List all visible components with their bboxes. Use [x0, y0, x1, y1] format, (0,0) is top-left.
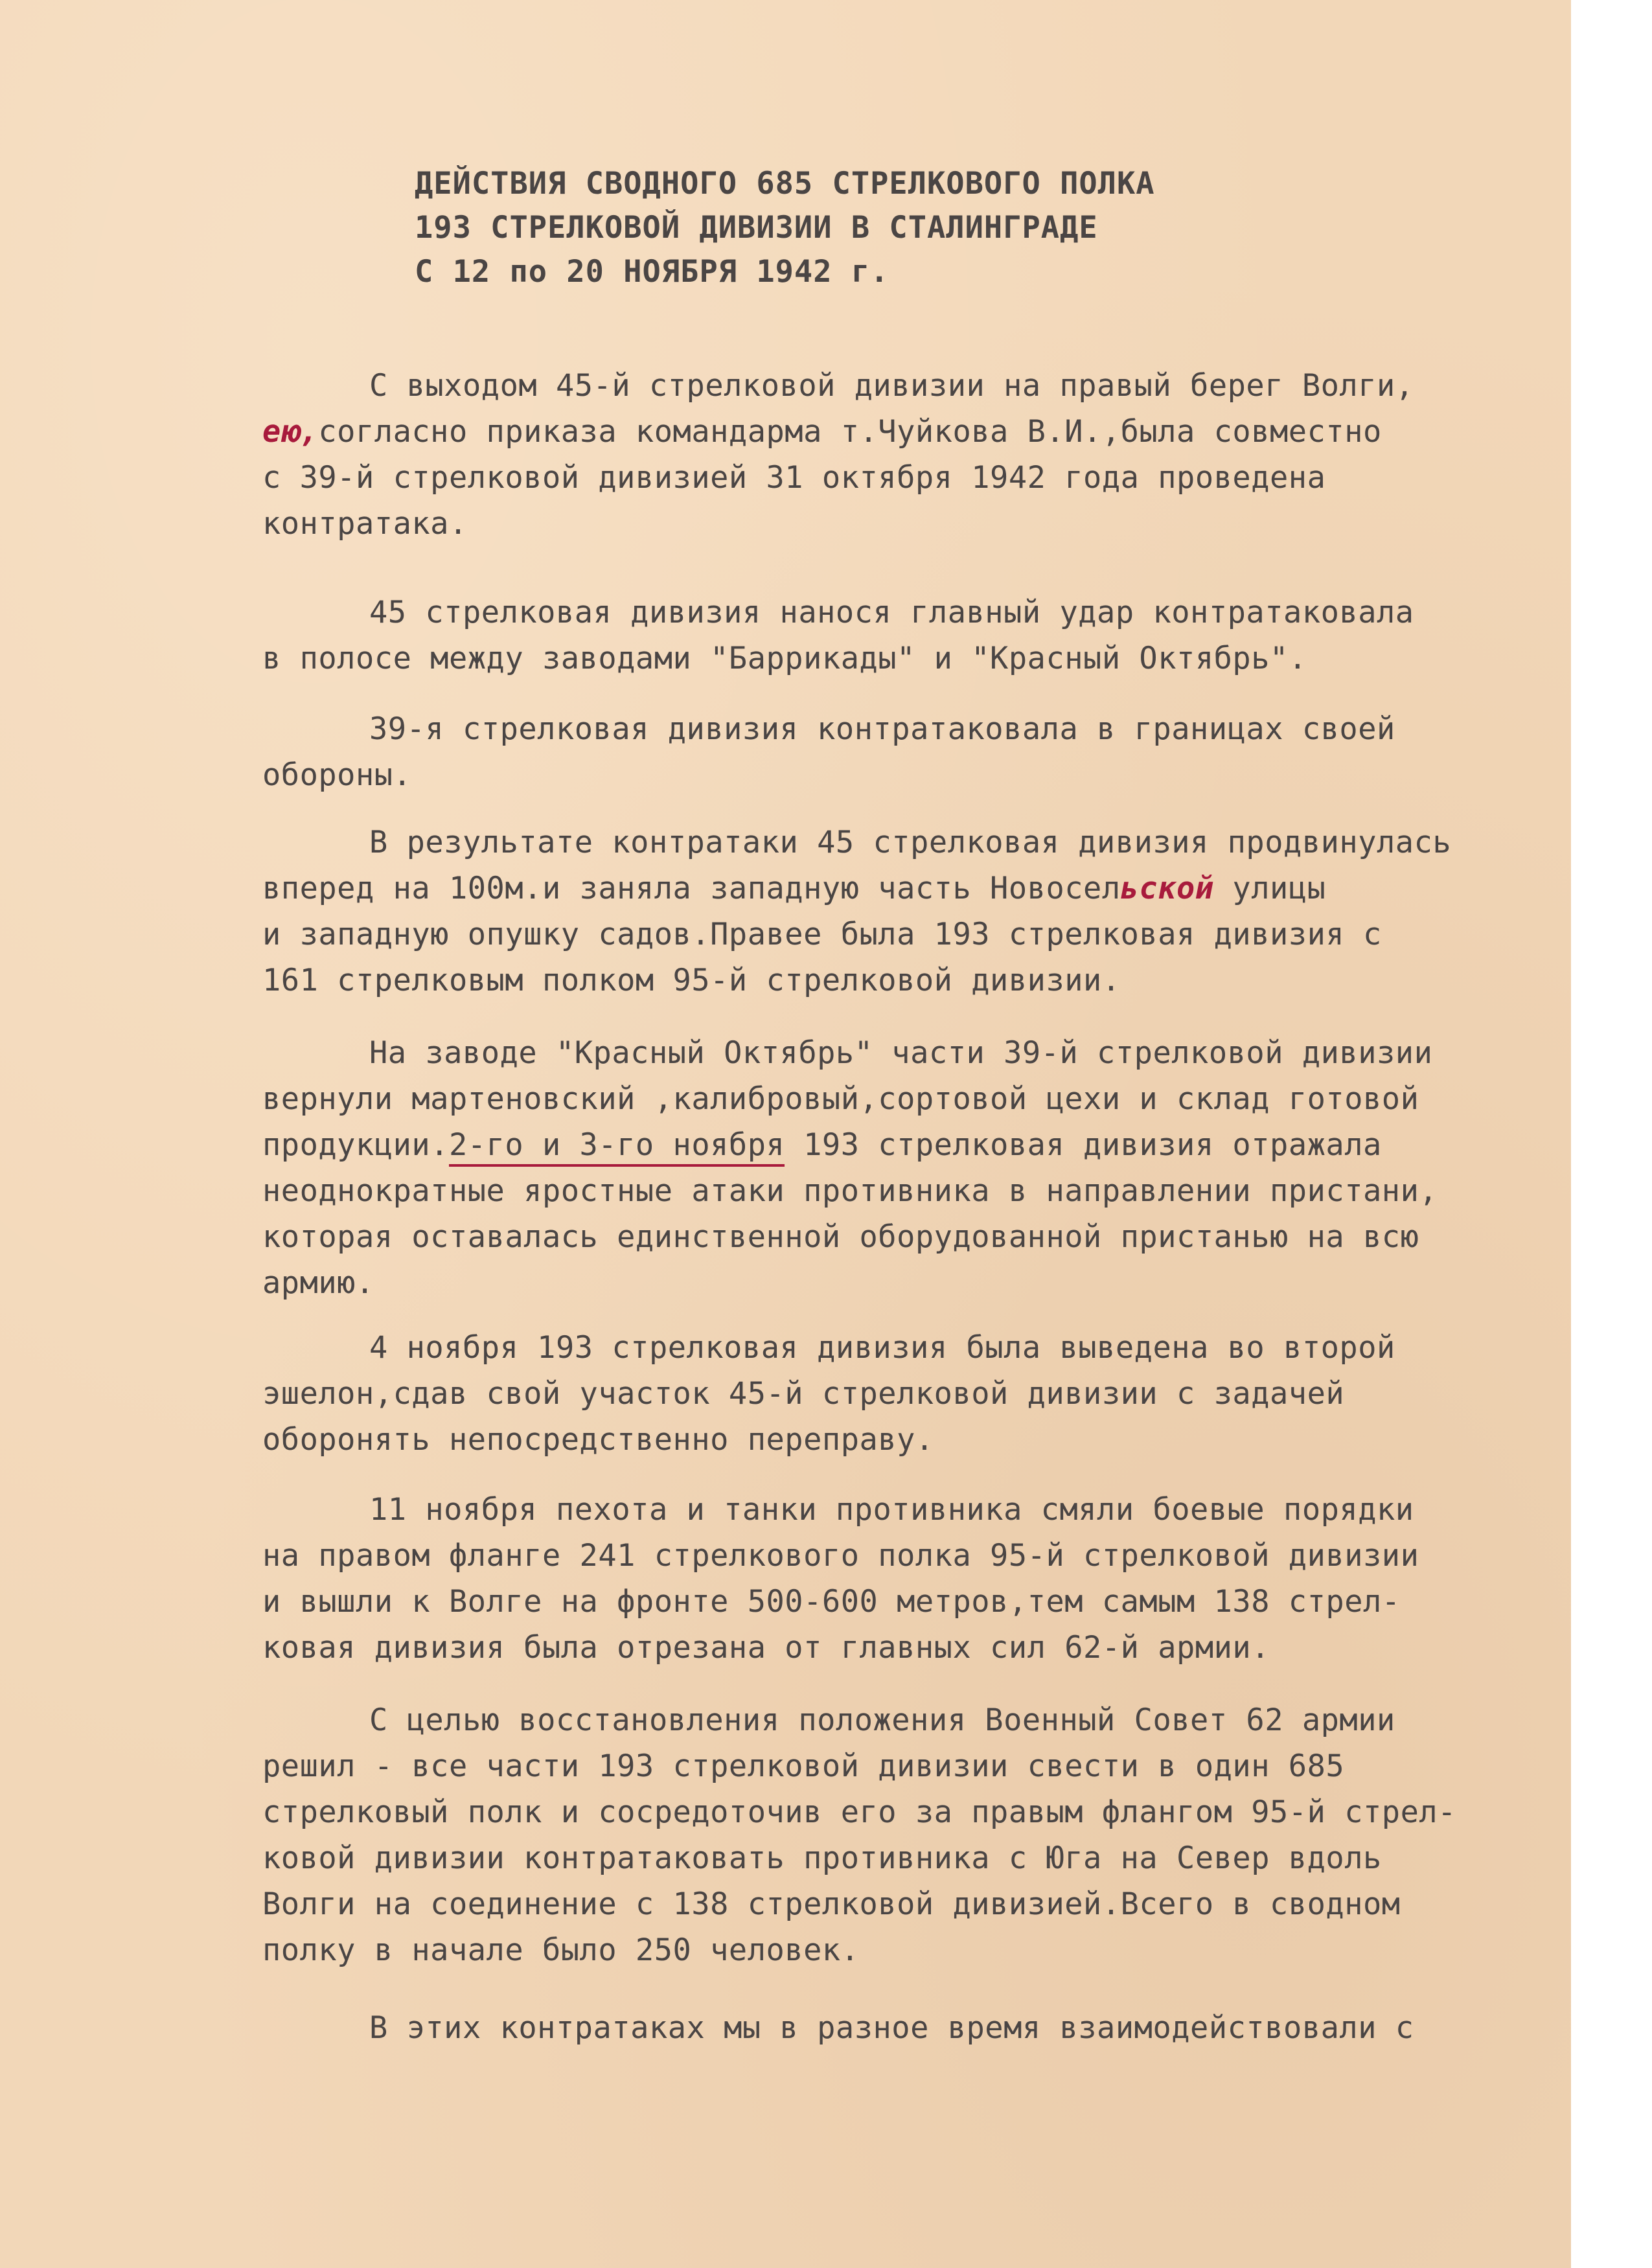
paragraph-7	[262, 1487, 1493, 1671]
paragraph-line: неоднократные яростные атаки противника в направлении пристани,	[262, 1173, 1438, 1209]
paragraph-line: в полосе между заводами "Баррикады" и "Красный Октябрь".	[262, 641, 1307, 676]
paragraph-line: С выходом 45-й стрелковой дивизии на правый берег Волги,	[369, 368, 1414, 404]
title-line-2: 193 СТРЕЛКОВОЙ ДИВИЗИИ В СТАЛИНГРАДЕ	[415, 210, 1098, 246]
paragraph-8	[262, 1697, 1493, 1973]
paragraph-9	[262, 2005, 1493, 2051]
paragraph-line: 39-я стрелковая дивизия контратаковала в границах своей	[369, 711, 1395, 747]
paragraph-line: на правом фланге 241 стрелкового полка 95-й стрелковой дивизии	[262, 1538, 1419, 1574]
handwritten-correction: ьской	[1120, 871, 1214, 906]
paragraph-line: В результате контратаки 45 стрелковая дивизия продвинулась	[369, 825, 1452, 860]
paragraph-line: продукции.2-го и 3-го ноября 193 стрелковая дивизия отражала	[262, 1122, 1493, 1168]
title-line-1: ДЕЙСТВИЯ СВОДНОГО 685 СТРЕЛКОВОГО ПОЛКА	[415, 166, 1155, 201]
paragraph-4	[262, 819, 1493, 1003]
paragraph-line: которая оставалась единственной оборудованной пристанью на всю	[262, 1219, 1419, 1255]
paragraph-line: обороны.	[262, 757, 412, 793]
paragraph-line: и западную опушку садов.Правее была 193 стрелковая дивизия с	[262, 917, 1382, 952]
paragraph-1	[262, 363, 1493, 547]
paragraph-line: 45 стрелковая дивизия нанося главный удар контратаковала	[369, 595, 1414, 630]
paragraph-line: полку в начале было 250 человек.	[262, 1932, 860, 1968]
paragraph-3	[262, 706, 1493, 798]
paragraph-line: ею,согласно приказа командарма т.Чуйкова В.И.,была совместно	[262, 414, 1382, 450]
paragraph-line: 11 ноября пехота и танки противника смяли боевые порядки	[369, 1492, 1414, 1528]
paragraph-5	[262, 1030, 1493, 1306]
paragraph-line: В этих контратаках мы в разное время взаимодействовали с	[369, 2010, 1414, 2046]
handwritten-correction: ею,	[262, 414, 319, 450]
paragraph-line: ковой дивизии контратаковать противника с Юга на Север вдоль	[262, 1840, 1382, 1876]
paragraph-line: контратака.	[262, 506, 468, 542]
paragraph-line: стрелковый полк и сосредоточив его за правым флангом 95-й стрел-	[262, 1794, 1456, 1830]
paragraph-line: эшелон,сдав свой участок 45-й стрелковой дивизии с задачей	[262, 1376, 1345, 1412]
scan-margin	[1571, 0, 1652, 2268]
paragraph-line: оборонять непосредственно переправу.	[262, 1422, 934, 1458]
paragraph-line: армию.	[262, 1265, 374, 1301]
paragraph-line: с 39-й стрелковой дивизией 31 октября 1942 года проведена	[262, 460, 1326, 496]
paragraph-line: ковая дивизия была отрезана от главных сил 62-й армии.	[262, 1630, 1270, 1666]
paragraph-line: и вышли к Волге на фронте 500-600 метров,тем самым 138 стрел-	[262, 1584, 1401, 1620]
paragraph-line: вперед на 100м.и заняла западную часть Новосельской улицы	[262, 871, 1326, 906]
paragraph-line: решил - все части 193 стрелковой дивизии свести в один 685	[262, 1748, 1345, 1784]
paragraph-line: Волги на соединение с 138 стрелковой дивизией.Всего в сводном	[262, 1886, 1401, 1922]
paragraph-line: 161 стрелковым полком 95-й стрелковой дивизии.	[262, 963, 1121, 998]
paragraph-line: 4 ноября 193 стрелковая дивизия была выведена во второй	[369, 1330, 1395, 1366]
paragraph-6	[262, 1325, 1493, 1463]
handwritten-underline: 2-го и 3-го ноября	[449, 1127, 785, 1167]
paragraph-line: вернули мартеновский ,калибровый,сортовой цехи и склад готовой	[262, 1081, 1419, 1117]
document-title	[415, 162, 1322, 294]
title-line-3: С 12 по 20 НОЯБРЯ 1942 г.	[415, 254, 889, 290]
paragraph-2	[262, 590, 1493, 682]
paragraph-line: На заводе "Красный Октябрь" части 39-й стрелковой дивизии	[369, 1035, 1433, 1071]
paragraph-line: С целью восстановления положения Военный Совет 62 армии	[369, 1702, 1395, 1738]
